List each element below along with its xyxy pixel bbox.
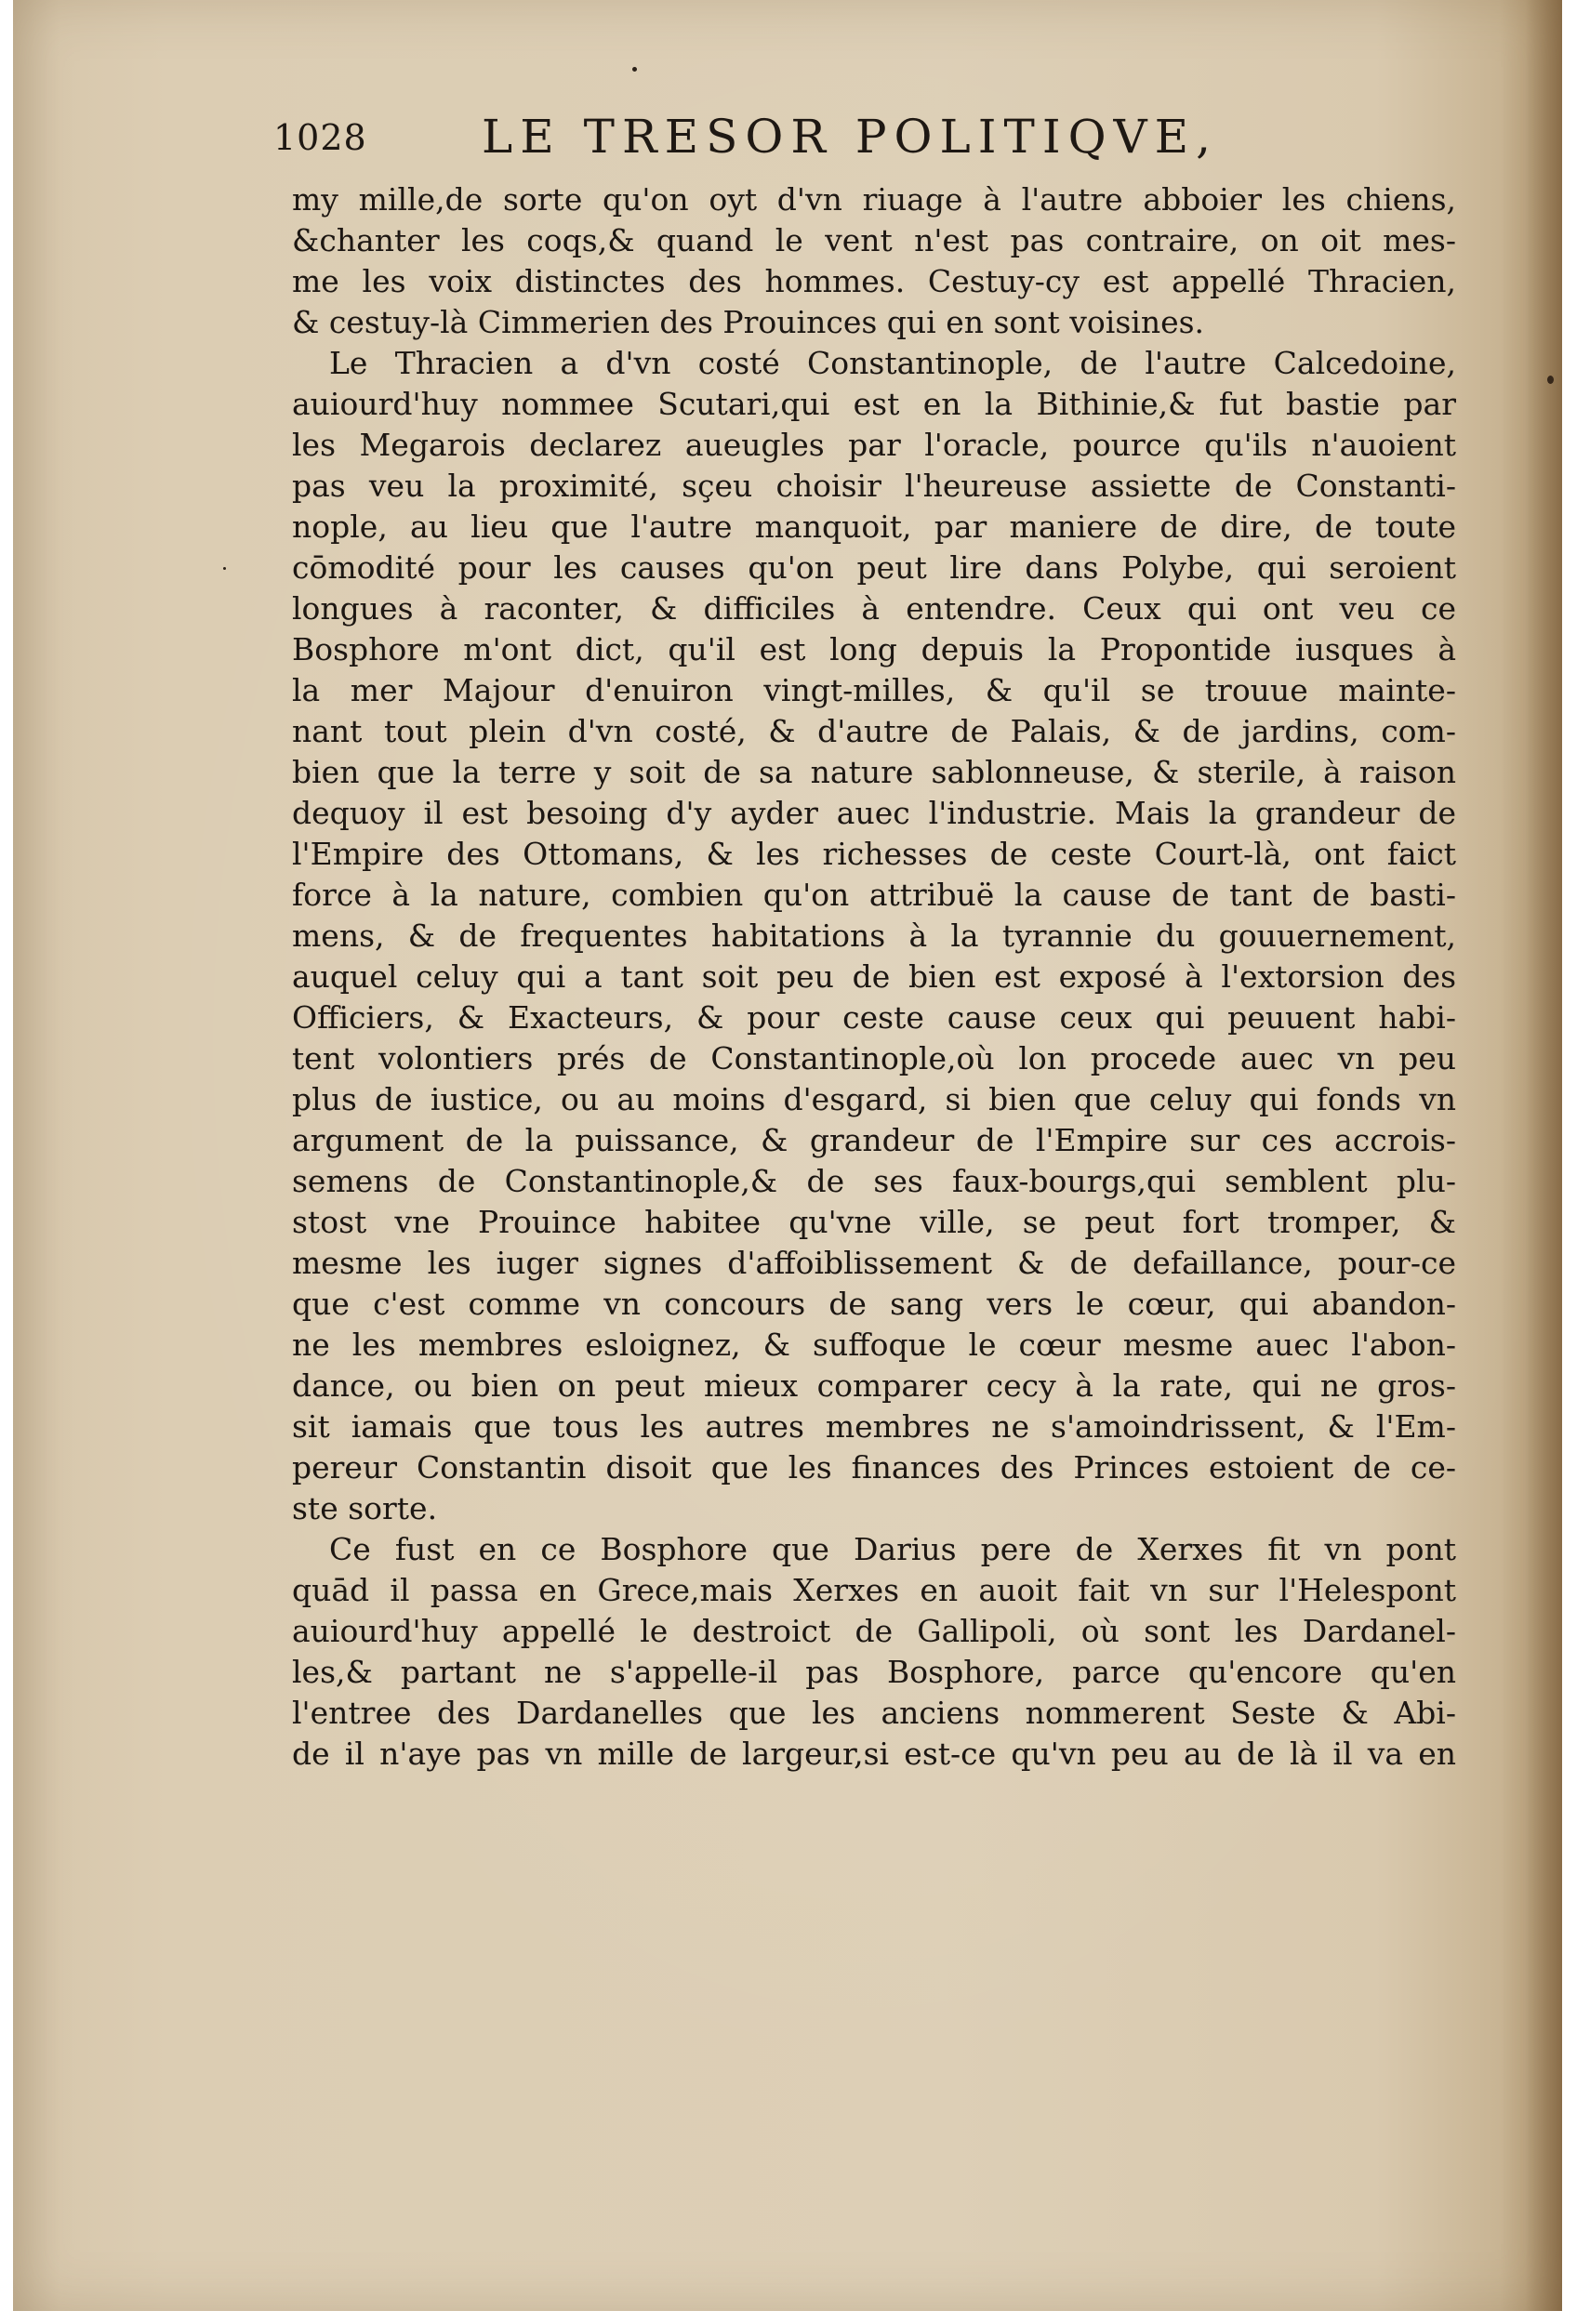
text-line: mesme les iuger signes d'affoiblissement & de defaillance, pour-ce bbox=[292, 1245, 1456, 1281]
text-line: auquel celuy qui a tant soit peu de bien est exposé à l'extorsion des bbox=[292, 958, 1456, 995]
text-line: ne les membres esloignez, & suffoque le cœur mesme auec l'abon- bbox=[292, 1327, 1456, 1363]
text-line: me les voix distinctes des hommes. Cestuy-cy est appellé Thracien, bbox=[292, 263, 1456, 299]
text-line: auiourd'huy appellé le destroict de Gallipoli, où sont les Dardanel- bbox=[292, 1613, 1456, 1649]
paragraph-start-line: Ce fust en ce Bosphore que Darius pere de Xerxes fit vn pont bbox=[329, 1531, 1456, 1567]
body-text bbox=[292, 179, 1456, 1775]
ink-speck bbox=[1547, 376, 1554, 384]
text-line: dequoy il est besoing d'y ayder auec l'industrie. Mais la grandeur de bbox=[292, 795, 1456, 831]
text-line: my mille,de sorte qu'on oyt d'vn riuage à l'autre abboier les chiens, bbox=[292, 181, 1456, 218]
text-line: que c'est comme vn concours de sang vers le cœur, qui abandon- bbox=[292, 1286, 1456, 1322]
text-line: quād il passa en Grece,mais Xerxes en auoit fait vn sur l'Helespont bbox=[292, 1572, 1456, 1608]
running-title: LE TRESOR POLITIQVE, bbox=[482, 110, 1219, 164]
text-line: pas veu la proximité, sçeu choisir l'heureuse assiette de Constanti- bbox=[292, 468, 1456, 504]
text-line: bien que la terre y soit de sa nature sablonneuse, & sterile, à raison bbox=[292, 754, 1456, 790]
paragraph-start-line: Le Thracien a d'vn costé Constantinople, de l'autre Calcedoine, bbox=[329, 345, 1456, 381]
text-line: Bosphore m'ont dict, qu'il est long depuis la Propontide iusques à bbox=[292, 631, 1456, 667]
text-line: nant tout plein d'vn costé, & d'autre de Palais, & de jardins, com- bbox=[292, 713, 1456, 749]
text-line: longues à raconter, & difficiles à entendre. Ceux qui ont veu ce bbox=[292, 590, 1456, 627]
text-line: auiourd'huy nommee Scutari,qui est en la Bithinie,& fut bastie par bbox=[292, 386, 1456, 422]
text-line: dance, ou bien on peut mieux comparer cecy à la rate, qui ne gros- bbox=[292, 1367, 1456, 1404]
page-header bbox=[245, 110, 1315, 165]
text-line: l'entree des Dardanelles que les anciens nommerent Seste & Abi- bbox=[292, 1695, 1456, 1731]
text-line: nople, au lieu que l'autre manquoit, par maniere de dire, de toute bbox=[292, 508, 1456, 545]
text-line: plus de iustice, ou au moins d'esgard, si bien que celuy qui fonds vn bbox=[292, 1081, 1456, 1117]
text-line: les,& partant ne s'appelle-il pas Bosphore, parce qu'encore qu'en bbox=[292, 1654, 1456, 1690]
book-page bbox=[13, 0, 1562, 2311]
text-line: &chanter les coqs,& quand le vent n'est pas contraire, on oit mes- bbox=[292, 222, 1456, 258]
text-line: la mer Majour d'enuiron vingt-milles, & qu'il se trouue mainte- bbox=[292, 672, 1456, 708]
ink-speck bbox=[632, 67, 637, 72]
text-line: sit iamais que tous les autres membres ne s'amoindrissent, & l'Em- bbox=[292, 1408, 1456, 1445]
page-number: 1028 bbox=[273, 117, 367, 158]
text-line: argument de la puissance, & grandeur de l'Empire sur ces accrois- bbox=[292, 1122, 1456, 1158]
text-line: stost vne Prouince habitee qu'vne ville, se peut fort tromper, & bbox=[292, 1204, 1456, 1240]
text-line: & cestuy-là Cimmerien des Prouinces qui en sont voisines. bbox=[292, 304, 1205, 340]
text-line: les Megarois declarez aueugles par l'oracle, pource qu'ils n'auoient bbox=[292, 427, 1456, 463]
text-line: tent volontiers prés de Constantinople,où lon procede auec vn peu bbox=[292, 1040, 1456, 1076]
text-line: mens, & de frequentes habitations à la tyrannie du gouuernement, bbox=[292, 918, 1456, 954]
text-line: l'Empire des Ottomans, & les richesses de ceste Court-là, ont faict bbox=[292, 836, 1456, 872]
text-line: force à la nature, combien qu'on attribuë la cause de tant de basti- bbox=[292, 877, 1456, 913]
text-line: cōmodité pour les causes qu'on peut lire dans Polybe, qui seroient bbox=[292, 549, 1456, 586]
text-line: ste sorte. bbox=[292, 1490, 438, 1526]
text-line: de il n'aye pas vn mille de largeur,si est-ce qu'vn peu au de là il va en bbox=[292, 1736, 1456, 1772]
ink-speck bbox=[223, 567, 226, 570]
text-line: semens de Constantinople,& de ses faux-bourgs,qui semblent plu- bbox=[292, 1163, 1456, 1199]
text-line: pereur Constantin disoit que les finances des Princes estoient de ce- bbox=[292, 1449, 1456, 1486]
text-line: Officiers, & Exacteurs, & pour ceste cause ceux qui peuuent habi- bbox=[292, 999, 1456, 1036]
